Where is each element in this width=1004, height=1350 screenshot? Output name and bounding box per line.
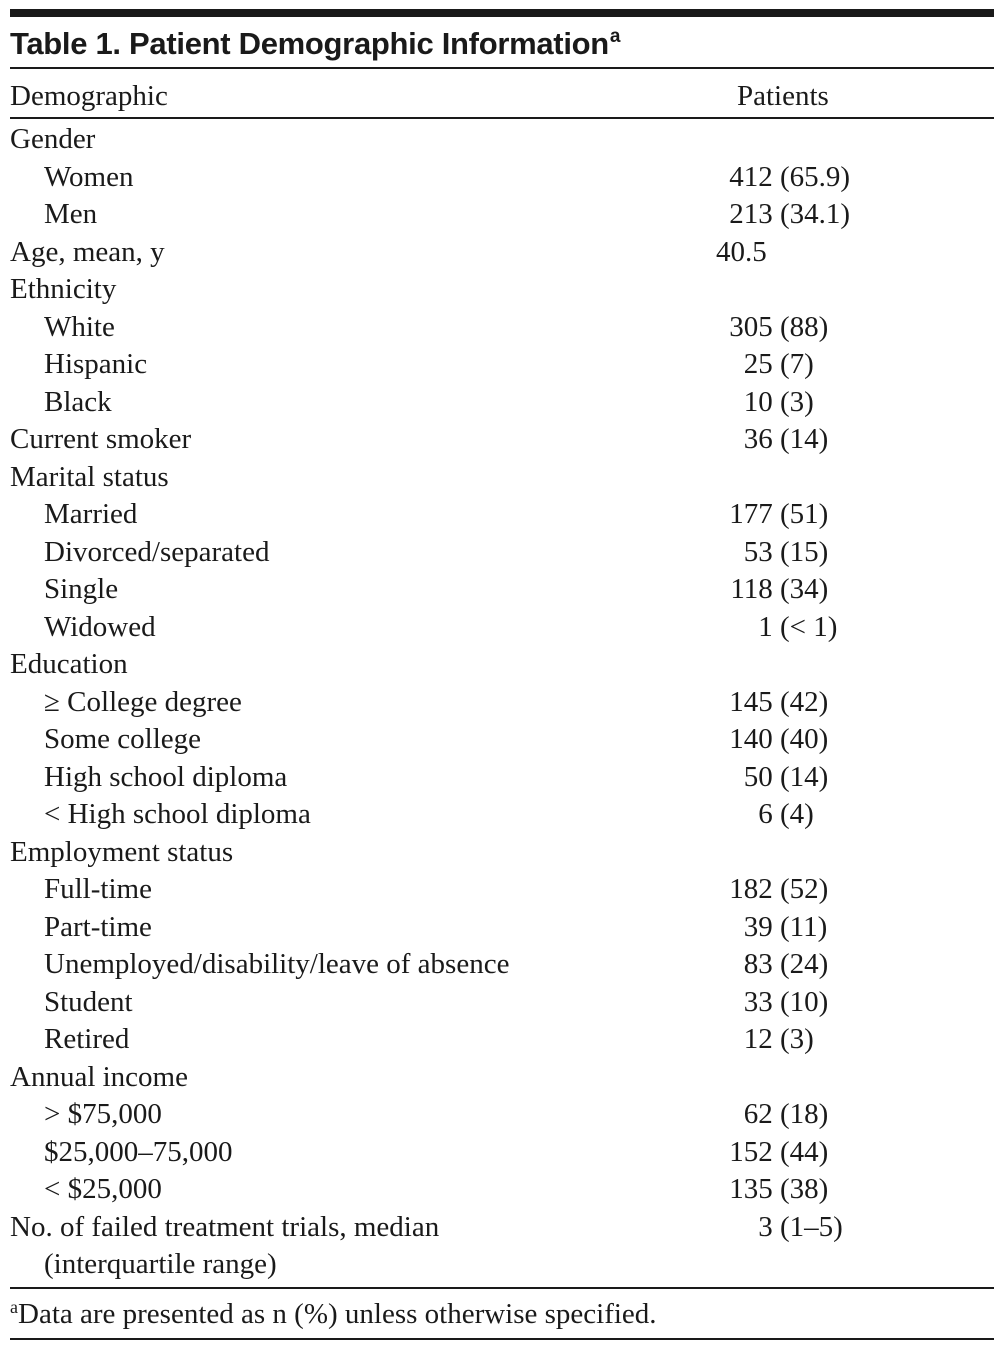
table-row-category <box>10 646 994 684</box>
row-label: < High school diploma <box>44 798 311 830</box>
table-row-subcategory <box>10 1171 994 1209</box>
row-value: 36 (14) <box>743 423 829 455</box>
row-label: > $75,000 <box>44 1098 162 1130</box>
table-row-subcategory <box>10 384 994 422</box>
table-row-subcategory <box>10 1021 994 1059</box>
table-title <box>10 22 620 66</box>
table-row-subcategory <box>10 534 994 572</box>
table-row-category <box>10 421 994 459</box>
row-value: 135 (38) <box>729 1173 829 1205</box>
table-page <box>10 0 994 1350</box>
table-row-category <box>10 1209 994 1247</box>
table-row-continuation <box>10 1246 994 1284</box>
row-label: Some college <box>44 723 202 755</box>
table-title-text: Table 1. Patient Demographic Information <box>10 26 609 61</box>
row-value: 53 (15) <box>743 535 829 568</box>
footnote-bottom-rule <box>10 1338 994 1340</box>
row-value: 145 (42) <box>729 685 829 718</box>
table-row-subcategory <box>10 309 994 347</box>
row-label: Education <box>10 648 128 680</box>
table-row-subcategory <box>10 684 994 722</box>
table-row-subcategory <box>10 571 994 609</box>
row-value: 6 (4) <box>758 798 814 830</box>
row-label: Retired <box>44 1023 130 1055</box>
table-row-category <box>10 459 994 497</box>
row-label: ≥ College degree <box>44 685 242 718</box>
table-row-subcategory <box>10 721 994 759</box>
row-label: Age, mean, y <box>10 235 165 268</box>
table-top-rule <box>10 9 994 17</box>
table-header-row <box>10 76 994 116</box>
footnote-marker: a <box>10 1297 18 1317</box>
row-label: White <box>44 310 115 343</box>
column-header-patients: Patients <box>737 80 829 112</box>
row-value: 62 (18) <box>743 1098 829 1130</box>
header-top-rule <box>10 67 994 69</box>
row-value: 118 (34) <box>730 573 829 605</box>
row-label: Employment status <box>10 835 234 868</box>
row-value: 182 (52) <box>729 873 829 905</box>
row-label: Ethnicity <box>10 273 117 305</box>
row-value: 10 (3) <box>743 385 814 418</box>
table-row-category <box>10 271 994 309</box>
table-row-subcategory <box>10 1096 994 1134</box>
row-value: 33 (10) <box>743 985 829 1018</box>
table-row-subcategory <box>10 946 994 984</box>
row-label: Marital status <box>10 460 169 493</box>
table-row-subcategory <box>10 984 994 1022</box>
table-row-subcategory <box>10 496 994 534</box>
table-row-subcategory <box>10 196 994 234</box>
table-row-category <box>10 1059 994 1097</box>
row-value: 213 (34.1) <box>729 198 851 230</box>
table-row-subcategory <box>10 159 994 197</box>
row-value: 305 (88) <box>729 310 829 343</box>
table-row-subcategory <box>10 871 994 909</box>
row-label: Full-time <box>44 873 152 905</box>
table-row-category <box>10 234 994 272</box>
table-row-subcategory <box>10 609 994 647</box>
row-value: 39 (11) <box>743 910 828 943</box>
footnote-text: Data are presented as n (%) unless otherwise specified. <box>18 1298 657 1330</box>
row-label: No. of failed treatment trials, median <box>10 1210 440 1243</box>
row-label: $25,000–75,000 <box>44 1135 233 1168</box>
table-row-subcategory <box>10 909 994 947</box>
row-label: Gender <box>10 123 96 155</box>
row-label: High school diploma <box>44 760 288 793</box>
row-label: Student <box>44 985 133 1018</box>
row-value: 40.5 <box>716 235 767 268</box>
row-value: 152 (44) <box>729 1135 829 1168</box>
header-bottom-rule <box>10 117 994 119</box>
row-label: Annual income <box>10 1060 188 1093</box>
row-label: Women <box>44 160 134 193</box>
row-value: 50 (14) <box>743 760 829 793</box>
row-label-continuation: (interquartile range) <box>44 1248 277 1280</box>
row-label: Unemployed/disability/leave of absence <box>44 948 510 980</box>
table-row-subcategory <box>10 796 994 834</box>
row-label: Black <box>44 385 112 418</box>
row-label: < $25,000 <box>44 1173 162 1205</box>
row-value: 177 (51) <box>729 498 829 530</box>
table-body <box>10 121 994 1284</box>
row-value: 140 (40) <box>729 723 829 755</box>
row-label: Men <box>44 198 98 230</box>
title-footnote-marker: a <box>609 26 621 47</box>
row-value: 12 (3) <box>743 1023 814 1055</box>
row-label: Part-time <box>44 910 152 943</box>
row-label: Widowed <box>44 610 156 643</box>
table-row-subcategory <box>10 1134 994 1172</box>
row-value: 3 (1–5) <box>758 1210 843 1243</box>
column-header-demographic: Demographic <box>10 80 168 112</box>
row-label: Divorced/separated <box>44 535 270 568</box>
row-value: 412 (65.9) <box>729 160 851 193</box>
table-footnote <box>10 1293 657 1335</box>
table-row-category <box>10 121 994 159</box>
table-row-subcategory <box>10 759 994 797</box>
row-label: Hispanic <box>44 348 148 380</box>
table-bottom-rule <box>10 1287 994 1289</box>
table-row-category <box>10 834 994 872</box>
row-value: 83 (24) <box>743 948 829 980</box>
table-row-subcategory <box>10 346 994 384</box>
row-value: 1 (< 1) <box>758 610 838 643</box>
row-value: 25 (7) <box>743 348 814 380</box>
row-label: Current smoker <box>10 423 192 455</box>
row-label: Married <box>44 498 138 530</box>
row-label: Single <box>44 573 119 605</box>
